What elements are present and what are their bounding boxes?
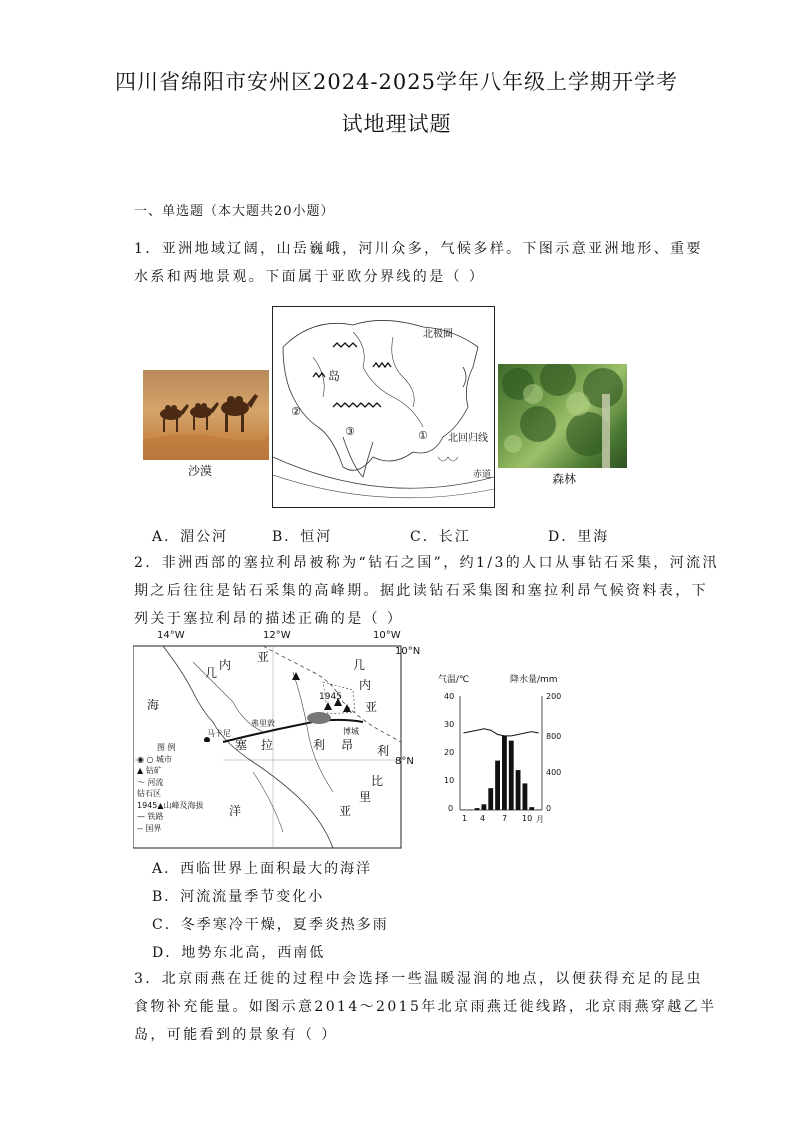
month-tick: 1 <box>462 814 468 823</box>
legend-item: ～ 河流 <box>137 777 164 787</box>
q2-option-a[interactable]: A．西临世界上面积最大的海洋 <box>152 861 373 877</box>
asia-map <box>272 306 495 508</box>
map-char: 内 <box>219 658 232 672</box>
city-label: 博城 <box>343 727 359 736</box>
precip-bar <box>529 807 534 810</box>
legend-item: 1945▲山峰及海拔 <box>137 800 204 810</box>
map-char: 亚 <box>339 804 352 818</box>
precip-bar <box>516 770 521 810</box>
legend-item: — 铁路 <box>137 812 164 821</box>
marker-2: ② <box>291 405 301 418</box>
climate-chart <box>434 672 572 828</box>
precip-tick: 200 <box>546 692 562 701</box>
legend-title: 图 例 <box>157 743 176 752</box>
sierra-leone-map <box>133 630 421 850</box>
map-legend <box>137 742 223 834</box>
q1-stem-line1: 1．亚洲地域辽阔，山岳巍峨，河川众多，气候多样。下图示意亚洲地形、重要 <box>134 241 703 257</box>
legend-item: ▲ 钻矿 <box>137 766 162 775</box>
camel-caravan-icon <box>143 370 269 460</box>
document-title-line2: 试地理试题 <box>341 112 452 136</box>
q2-stem-line3: 列关于塞拉利昂的描述正确的是（ ） <box>134 611 404 627</box>
q1-option-a[interactable]: A．湄公河 <box>152 529 229 545</box>
map-char: 利 <box>313 738 326 752</box>
precip-tick: 800 <box>546 732 562 741</box>
temp-tick: 10 <box>444 776 455 785</box>
q2-option-b[interactable]: B．河流流量季节变化小 <box>152 889 325 905</box>
temp-axis-label: 气温/℃ <box>438 675 470 685</box>
precip-bar <box>475 808 480 810</box>
map-char: 拉 <box>261 738 274 752</box>
section-heading: 一、单选题（本大题共20小题） <box>134 204 335 219</box>
q1-option-c[interactable]: C．长江 <box>410 529 471 545</box>
month-tick: 月 <box>536 815 544 824</box>
month-tick: 7 <box>502 814 508 823</box>
legend-item: -- 国界 <box>137 823 162 833</box>
precip-tick: 400 <box>546 768 562 777</box>
precip-tick: 0 <box>546 804 552 813</box>
month-tick: 10 <box>522 814 533 823</box>
island-label: 岛 <box>328 369 341 383</box>
precip-bar <box>509 741 514 810</box>
precip-axis-label: 降水量/mm <box>510 675 558 685</box>
peak-elevation-label: 1945 <box>319 692 342 702</box>
q2-option-d[interactable]: D．地势东北高，西南低 <box>152 945 326 961</box>
temp-tick: 20 <box>444 748 455 757</box>
lat-label-10n: 10°N <box>395 646 421 657</box>
q2-option-c[interactable]: C．冬季寒冷干燥，夏季炎热多雨 <box>152 917 389 933</box>
map-char: 昂 <box>341 738 354 752</box>
desert-caption: 沙漠 <box>188 464 213 478</box>
temp-tick: 0 <box>448 804 454 813</box>
tropic-label: 北回归线 <box>448 433 488 444</box>
city-label: 弗里敦 <box>251 719 275 728</box>
map-char: 里 <box>359 790 372 804</box>
map-char: 几 <box>205 666 218 680</box>
map-char: 洋 <box>229 804 242 818</box>
lon-label-10w: 10°W <box>373 630 401 641</box>
map-char: 内 <box>359 678 372 692</box>
lon-label-12w: 12°W <box>263 630 291 641</box>
temperature-line <box>463 729 538 736</box>
map-char: 塞 <box>235 738 248 752</box>
precip-bar <box>495 761 500 810</box>
q3-stem-line2: 食物补充能量。如图示意2014～2015年北京雨燕迁徙线路，北京雨燕穿越乙半 <box>134 999 717 1015</box>
temp-tick: 30 <box>444 720 455 729</box>
forest-icon <box>498 364 627 468</box>
legend-item: ◉ ○ 城市 <box>137 754 173 764</box>
q2-stem-line1: 2．非洲西部的塞拉利昂被称为“钻石之国”，约1/3的人口从事钻石采集，河流汛 <box>134 555 719 571</box>
document-title-line1: 四川省绵阳市安州区2024-2025学年八年级上学期开学考 <box>115 70 678 94</box>
lat-label-8n: 8°N <box>395 756 414 767</box>
q2-stem-line2: 期之后往往是钻石采集的高峰期。据此读钻石采集图和塞拉利昂气候资料表，下 <box>134 583 708 599</box>
map-char: 亚 <box>365 700 378 714</box>
temp-tick: 40 <box>444 692 455 701</box>
forest-photo <box>498 364 627 468</box>
precip-bar <box>502 736 507 810</box>
precip-bar <box>482 804 487 810</box>
city-label: 马卡尼 <box>207 729 231 738</box>
map-char: 利 <box>377 744 390 758</box>
desert-photo <box>143 370 269 460</box>
equator-label: 赤道 <box>473 470 492 480</box>
map-char: 亚 <box>257 650 270 664</box>
marker-3: ③ <box>345 425 355 438</box>
map-char: 比 <box>371 774 384 788</box>
precip-bar <box>488 788 493 810</box>
marker-1: ① <box>418 429 428 442</box>
lon-label-14w: 14°W <box>157 630 185 641</box>
forest-caption: 森林 <box>552 472 577 486</box>
map-char: 几 <box>353 658 366 672</box>
month-tick: 4 <box>480 814 486 823</box>
map-char: 海 <box>147 698 160 712</box>
q1-option-d[interactable]: D．里海 <box>548 529 610 545</box>
q3-stem-line3: 岛，可能看到的景象有（ ） <box>134 1027 338 1043</box>
q3-stem-line1: 3．北京雨燕在迁徙的过程中会选择一些温暖湿润的地点，以便获得充足的昆虫 <box>134 971 703 987</box>
arctic-circle-label: 北极圈 <box>423 329 453 340</box>
q1-stem-line2: 水系和两地景观。下面属于亚欧分界线的是（ ） <box>134 269 486 285</box>
q1-option-b[interactable]: B．恒河 <box>272 529 333 545</box>
precip-bar <box>523 783 528 810</box>
legend-item: 钻石区 <box>137 789 161 798</box>
